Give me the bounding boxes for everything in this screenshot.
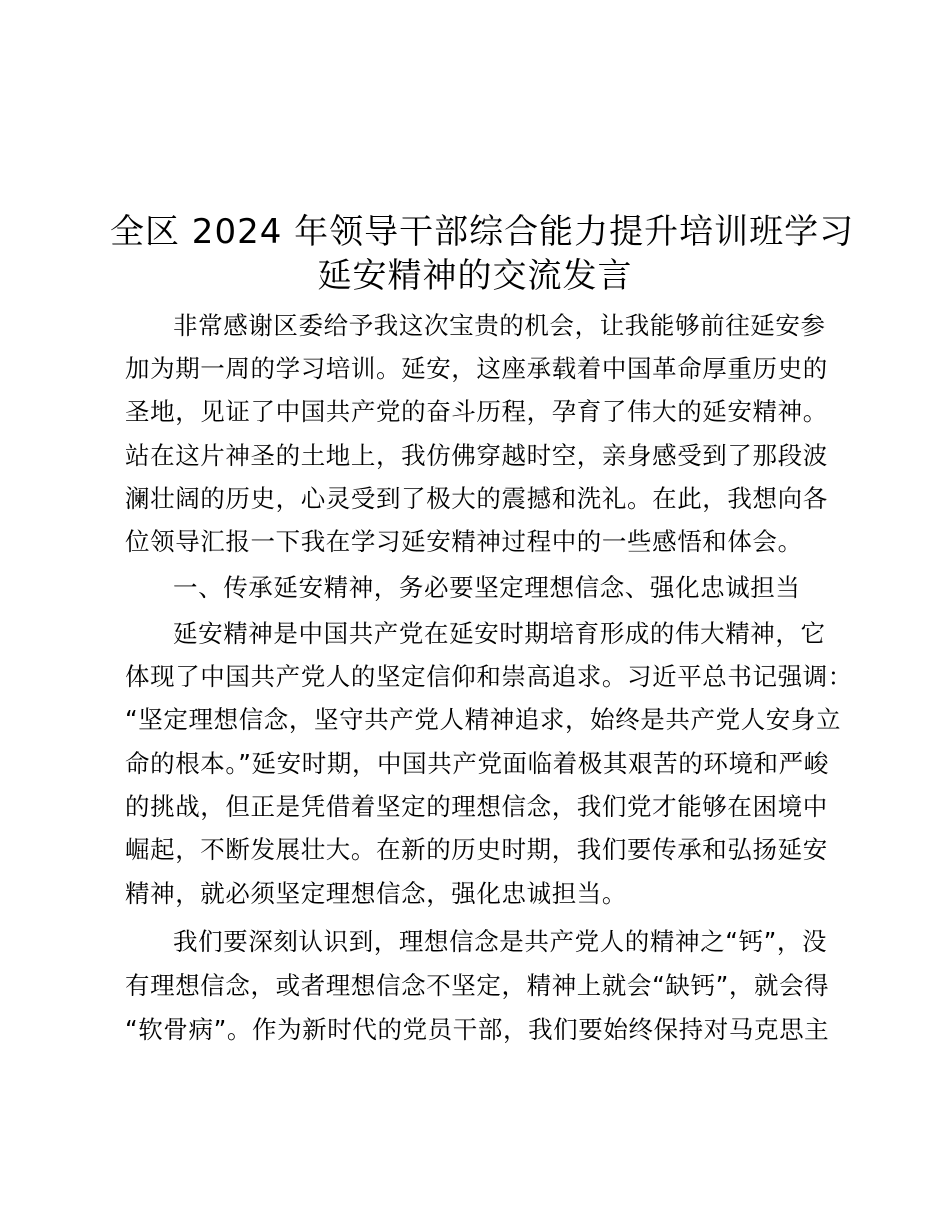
paragraph-line: 站在这片神圣的土地上，我仿佛穿越时空，亲身感受到了那段波 [125, 441, 828, 470]
paragraph-line: 命的根本。”延安时期，中国共产党面临着极其艰苦的环境和严峻 [125, 749, 829, 778]
paragraph-line: 圣地，见证了中国共产党的奋斗历程，孕育了伟大的延安精神。 [125, 397, 828, 426]
paragraph-line: 有理想信念，或者理想信念不坚定，精神上就会“缺钙”，就会得 [125, 971, 830, 1000]
paragraph-line: 精神，就必须坚定理想信念，强化忠诚担当。 [125, 879, 627, 908]
paragraph-line: 的挑战，但正是凭借着坚定的理想信念，我们党才能够在困境中 [125, 792, 828, 821]
paragraph-line: 位领导汇报一下我在学习延安精神过程中的一些感悟和体会。 [125, 527, 803, 556]
paragraph-line: “坚定理想信念，坚守共产党人精神追求，始终是共产党人安身立 [125, 705, 842, 734]
paragraph-line: “软骨病”。作为新时代的党员干部，我们要始终保持对马克思主 [125, 1015, 830, 1044]
section-heading: 一、传承延安精神，务必要坚定理想信念、强化忠诚担当 [173, 573, 801, 602]
document-title-line-1: 全区 2024 年领导干部综合能力提升培训班学习 [110, 212, 855, 252]
paragraph-line: 延安精神是中国共产党在延安时期培育形成的伟大精神，它 [173, 619, 826, 648]
paragraph-line: 澜壮阔的历史，心灵受到了极大的震撼和洗礼。在此，我想向各 [125, 484, 828, 513]
paragraph-line: 崛起，不断发展壮大。在新的历史时期，我们要传承和弘扬延安 [125, 835, 828, 864]
paragraph-line: 加为期一周的学习培训。延安，这座承载着中国革命厚重历史的 [125, 354, 828, 383]
paragraph-line: 非常感谢区委给予我这次宝贵的机会，让我能够前往延安参 [173, 311, 826, 340]
paragraph-line: 我们要深刻认识到，理想信念是共产党人的精神之“钙”，没 [173, 927, 828, 956]
paragraph-line: 体现了中国共产党人的坚定信仰和崇高追求。习近平总书记强调： [125, 662, 853, 691]
document-title-line-2: 延安精神的交流发言 [317, 256, 633, 296]
